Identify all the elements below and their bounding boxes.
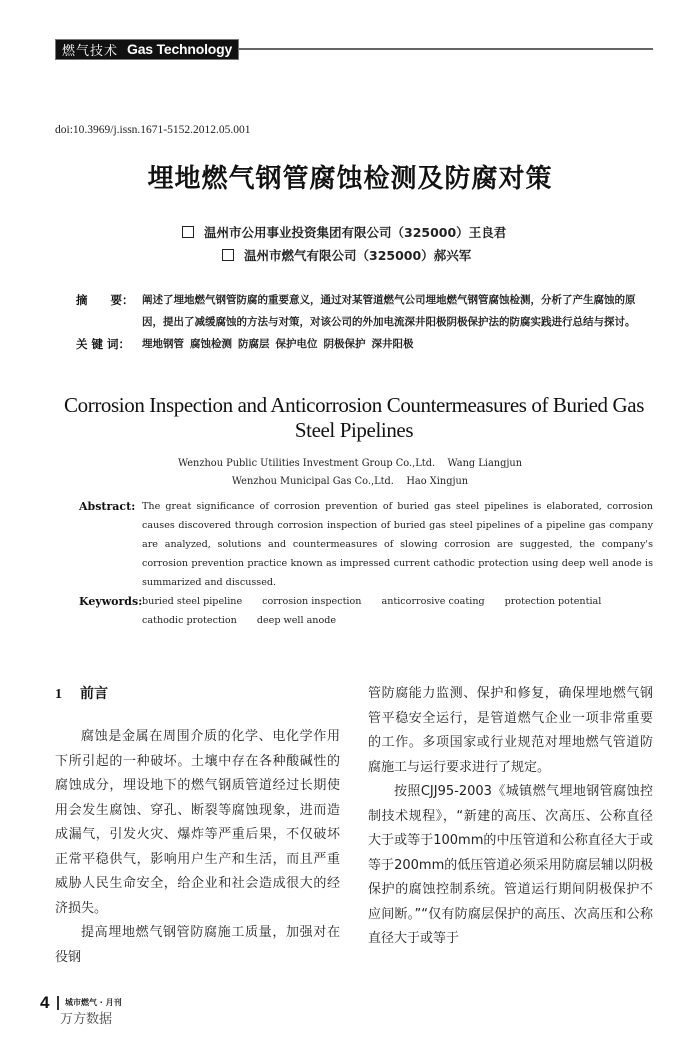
keyword-en: deep well anode bbox=[256, 615, 337, 626]
section-header bbox=[55, 38, 653, 60]
keyword-cn: 埋地钢管 bbox=[142, 338, 184, 350]
journal-name: 城市燃气 · 月刊 bbox=[64, 998, 122, 1007]
body-column-right bbox=[368, 682, 653, 970]
authors-en bbox=[0, 455, 700, 491]
keyword-en: corrosion inspection bbox=[262, 596, 362, 607]
author-affiliation-en: Wenzhou Municipal Gas Co.,Ltd. bbox=[231, 476, 394, 487]
author-affiliation-en: Wenzhou Public Utilities Investment Group Co.,Ltd. bbox=[177, 458, 436, 469]
abstract-cn-text: 阐述了埋地燃气钢管防腐的重要意义，通过对某管道燃气公司埋地燃气钢管腐蚀检测，分析了产生腐蚀的原因，提出了减缓腐蚀的方法与对策，对该公司的外加电流深井阳极阴极保护法的防腐实践进行总结与探讨。 bbox=[142, 294, 636, 328]
authors-cn bbox=[55, 221, 653, 267]
author-cn-1 bbox=[55, 221, 653, 244]
paragraph: 管防腐能力监测、保护和修复，确保埋地燃气钢管平稳安全运行，是管道燃气企业一项非常重要的工作。多项国家或行业规范对埋地燃气管道防腐施工与运行要求进行了规定。 bbox=[368, 686, 653, 775]
keyword-cn: 保护电位 bbox=[275, 338, 318, 350]
keyword-cn: 阴极保护 bbox=[323, 338, 366, 350]
author-cn-2 bbox=[55, 244, 653, 267]
abstract-en-label: Abstract: bbox=[79, 500, 136, 513]
abstract-en-text: The great significance of corrosion prevention of buried gas steel pipelines is elaborated, corrosion causes discovered through corrosion inspection of buried gas steel pipelines of a pipeline gas company are analyzed, solutions and countermeasures of slowing corrosion are suggested, the company's corrosion prevention practice known as impressed current cathodic protection using deep well anode is summarized and discussed. bbox=[142, 501, 653, 588]
author-name: 王良君 bbox=[468, 225, 507, 240]
abstract-en bbox=[55, 497, 653, 630]
abstract-cn bbox=[55, 289, 653, 355]
author-name: 郝兴军 bbox=[433, 248, 472, 263]
keyword-en: protection potential bbox=[504, 596, 602, 607]
author-en-2 bbox=[0, 473, 700, 491]
author-affiliation: 温州市燃气有限公司（325000） bbox=[244, 248, 434, 263]
abstract-cn-label: 摘 要： bbox=[76, 293, 134, 307]
keyword-cn: 深井阳极 bbox=[371, 338, 414, 350]
checkbox-square-icon bbox=[222, 249, 234, 261]
keywords-cn-label: 关 键 词： bbox=[76, 337, 131, 351]
page-footer bbox=[40, 994, 653, 1040]
section-number: 1 bbox=[55, 687, 62, 702]
keywords-en-label: Keywords: bbox=[79, 595, 143, 608]
paragraph: 腐蚀是金属在周围介质的化学、电化学作用下所引起的一种破坏。土壤中存在各种酸碱性的腐蚀成分，埋设地下的燃气钢质管道经过长期使用会发生腐蚀、穿孔、断裂等腐蚀现象，进而造成漏气，引发火灾、爆炸等严重后果，不仅破坏正常平稳供气，影响用户生产和生活，而且严重威胁人民生命安全，给企业和社会造成很大的经济损失。 bbox=[55, 729, 340, 916]
page-number: 4 bbox=[40, 993, 50, 1012]
header-rule bbox=[239, 48, 653, 50]
body-columns bbox=[55, 682, 653, 970]
section-title-en: Gas Technology bbox=[127, 41, 233, 57]
checkbox-square-icon bbox=[182, 226, 194, 238]
author-en-1 bbox=[0, 455, 700, 473]
section-title: 前言 bbox=[80, 686, 108, 702]
author-affiliation: 温州市公用事业投资集团有限公司（325000） bbox=[204, 225, 469, 240]
footer-divider bbox=[57, 996, 59, 1010]
paragraph: 按照CJJ95-2003《城镇燃气埋地钢管腐蚀控制技术规程》，“新建的高压、次高压、公称直径大于或等于100mm的中压管道和公称直径大于或等于200mm的低压管道必须采用防腐层辅以阴极保护的腐蚀控制系统。管道运行期间阴极保护不应间断。”“仅有防腐层保护的高压、次高压和公称直径大于或等于 bbox=[368, 784, 653, 946]
doi: doi:10.3969/j.issn.1671-5152.2012.05.001 bbox=[55, 124, 251, 136]
keyword-cn: 腐蚀检测 bbox=[190, 338, 232, 350]
keyword-en: buried steel pipeline bbox=[142, 596, 243, 607]
paper-title-cn: 埋地燃气钢管腐蚀检测及防腐对策 bbox=[147, 164, 553, 194]
author-name-en: Wang Liangjun bbox=[447, 458, 523, 469]
section-header-box bbox=[55, 39, 239, 60]
paper-title-en: Corrosion Inspection and Anticorrosion Countermeasures of Buried Gas Steel Pipelines bbox=[64, 393, 644, 442]
body-column-left bbox=[55, 682, 340, 970]
keyword-en: anticorrosive coating bbox=[381, 596, 485, 607]
keywords-cn-list bbox=[142, 333, 653, 355]
paragraph: 提高埋地燃气钢管防腐施工质量，加强对在役钢 bbox=[55, 925, 340, 965]
section-heading bbox=[55, 682, 340, 707]
keyword-en: cathodic protection bbox=[142, 615, 237, 626]
section-title-cn: 燃气技术 bbox=[62, 43, 119, 59]
author-name-en: Hao Xingjun bbox=[406, 476, 469, 487]
watermark: 万方数据 bbox=[60, 1012, 113, 1027]
keywords-en-list bbox=[142, 592, 653, 630]
keyword-cn: 防腐层 bbox=[238, 338, 270, 350]
